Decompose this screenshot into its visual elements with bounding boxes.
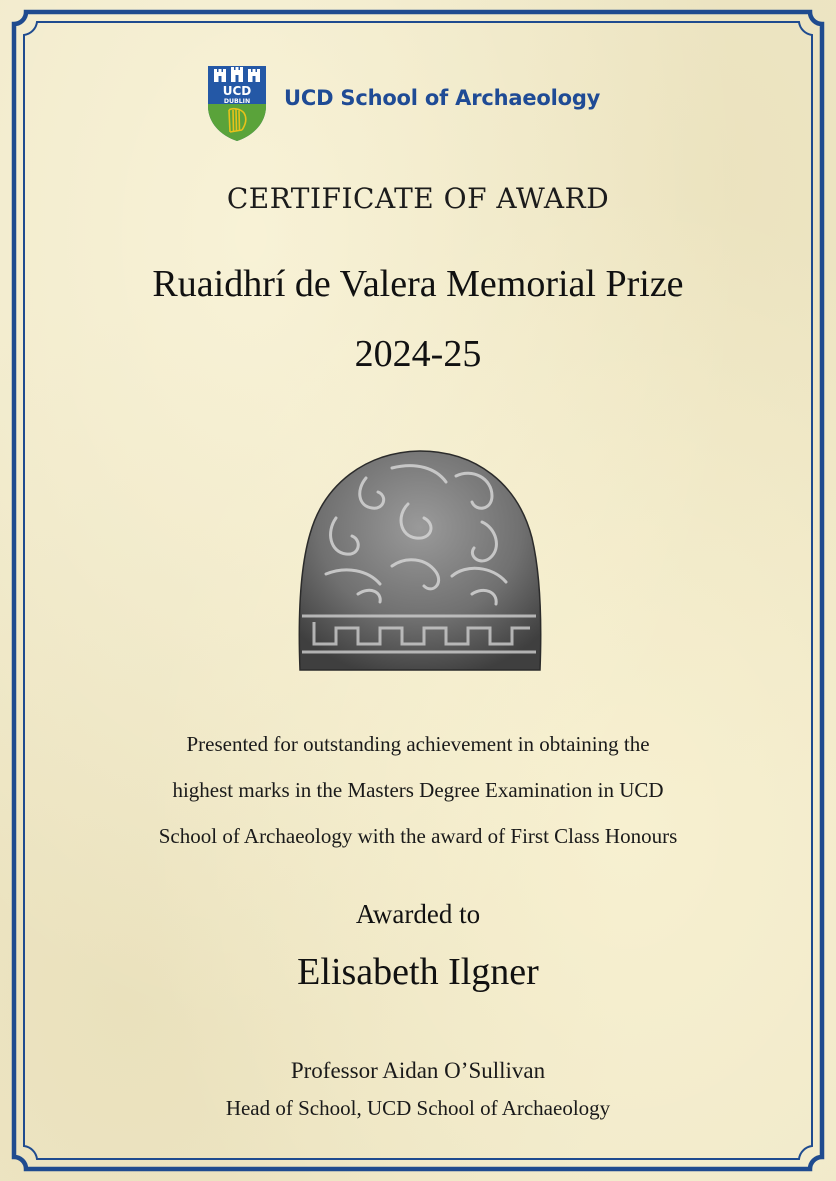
- certificate-title: CERTIFICATE OF AWARD: [226, 182, 610, 215]
- crest-subletters: DUBLIN: [223, 98, 251, 105]
- prize-name: Ruaidhrí de Valera Memorial Prize: [152, 263, 684, 305]
- school-name: UCD School of Archaeology: [284, 86, 601, 110]
- award-year: 2024-25: [354, 333, 482, 375]
- recipient-name: Elisabeth Ilgner: [297, 951, 539, 993]
- awarded-to-label: Awarded to: [355, 899, 481, 929]
- signatory-role: Head of School, UCD School of Archaeology: [225, 1096, 611, 1120]
- ucd-crest-icon: [206, 58, 268, 142]
- signatory-name: Professor Aidan O’Sullivan: [290, 1058, 546, 1083]
- citation-line: highest marks in the Masters Degree Examination in UCD: [172, 778, 664, 802]
- award-citation: [60, 727, 776, 865]
- crest-letters: UCD: [222, 84, 252, 98]
- citation-line: School of Archaeology with the award of First Class Honours: [158, 824, 678, 848]
- citation-line: Presented for outstanding achievement in obtaining the: [186, 732, 650, 756]
- certificate-header: [206, 58, 600, 142]
- carved-stone-image: [296, 448, 542, 674]
